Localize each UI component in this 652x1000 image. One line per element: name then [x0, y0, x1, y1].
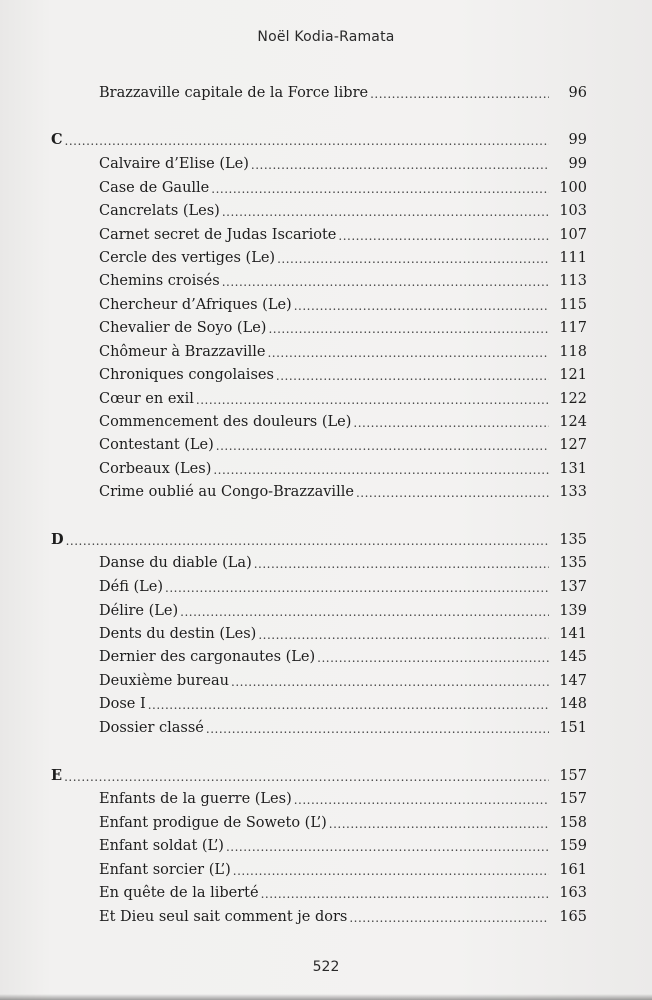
toc-entry — [99, 243, 587, 267]
section-letter: D — [51, 531, 64, 548]
toc-entry — [99, 220, 587, 244]
entry-page-number: 111 — [559, 250, 587, 266]
dot-leader — [231, 674, 549, 690]
entry-page-number: 145 — [559, 649, 587, 665]
entry-title: Chroniques congolaises — [99, 367, 274, 383]
section-letter: C — [51, 131, 63, 148]
dot-leader — [226, 839, 549, 855]
entry-page-number: 157 — [559, 791, 587, 807]
entry-title: Cancrelats (Les) — [99, 203, 220, 219]
toc-entry — [99, 454, 587, 478]
entry-title: Deuxième bureau — [99, 673, 229, 689]
dot-leader — [222, 274, 549, 290]
dot-leader — [233, 863, 549, 879]
toc-entry — [99, 149, 587, 173]
entry-page-number: 124 — [559, 414, 587, 430]
entry-title: Et Dieu seul sait comment je dors — [99, 909, 348, 925]
entry-title: Case de Gaulle — [99, 180, 210, 196]
toc-entry — [99, 78, 587, 102]
dot-leader — [267, 345, 549, 361]
entry-title: Dose I — [99, 696, 146, 712]
entry-page-number: 148 — [559, 696, 587, 712]
entry-page-number: 99 — [568, 132, 587, 148]
entry-page-number: 157 — [559, 768, 587, 784]
toc-entry — [99, 596, 587, 620]
dot-leader — [338, 228, 549, 244]
toc-entry — [99, 384, 587, 408]
dot-leader — [196, 392, 549, 408]
entry-page-number: 96 — [568, 85, 587, 101]
entry-title: Cercle des vertiges (Le) — [99, 250, 276, 266]
entry-title: Chevalier de Soyo (Le) — [99, 320, 267, 336]
section-letter: E — [51, 767, 63, 784]
entry-page-number: 100 — [559, 180, 587, 196]
toc-entry — [99, 784, 587, 808]
dot-leader — [277, 251, 549, 267]
toc-section-letter — [51, 125, 587, 149]
entry-page-number: 163 — [559, 885, 587, 901]
dot-leader — [317, 650, 549, 666]
entry-page-number: 121 — [559, 367, 587, 383]
entry-page-number: 107 — [559, 227, 587, 243]
entry-title: Chômeur à Brazzaville — [99, 344, 266, 360]
entry-title: Cœur en exil — [99, 391, 194, 407]
entry-title: Dents du destin (Les) — [99, 626, 257, 642]
dot-leader — [65, 133, 549, 149]
page-number: 522 — [312, 959, 340, 975]
entry-title: Dossier classé — [99, 720, 204, 736]
entry-title: Commencement des douleurs (Le) — [99, 414, 352, 430]
toc-section-letter — [51, 761, 587, 785]
entry-title: Calvaire d’Elise (Le) — [99, 156, 249, 172]
entry-page-number: 147 — [559, 673, 587, 689]
dot-leader — [216, 438, 549, 454]
dot-leader — [251, 157, 549, 173]
toc-entry — [99, 619, 587, 643]
entry-title: Danse du diable (La) — [99, 555, 252, 571]
dot-leader — [254, 556, 549, 572]
toc-entry — [99, 642, 587, 666]
entry-title: Délire (Le) — [99, 603, 179, 619]
toc-entry — [99, 572, 587, 596]
toc-entry — [99, 713, 587, 737]
dot-leader — [66, 533, 549, 549]
dot-leader — [329, 816, 549, 832]
dot-leader — [353, 415, 549, 431]
entry-title: Chercheur d’Afriques (Le) — [99, 297, 292, 313]
dot-leader — [64, 769, 549, 785]
entry-page-number: 158 — [559, 815, 587, 831]
entry-page-number: 133 — [559, 484, 587, 500]
entry-title: En quête de la liberté — [99, 885, 259, 901]
dot-leader — [294, 298, 549, 314]
toc-entry — [99, 548, 587, 572]
dot-leader — [206, 721, 549, 737]
dot-leader — [261, 886, 549, 902]
toc-section-letter — [51, 525, 587, 549]
entry-page-number: 151 — [559, 720, 587, 736]
toc-entry — [99, 407, 587, 431]
toc-entry — [99, 430, 587, 454]
entry-page-number: 113 — [559, 273, 587, 289]
dot-leader — [268, 321, 549, 337]
entry-title: Chemins croisés — [99, 273, 220, 289]
entry-page-number: 99 — [568, 156, 587, 172]
scan-edge-shadow — [0, 994, 652, 1000]
dot-leader — [258, 627, 549, 643]
dot-leader — [222, 204, 549, 220]
entry-title: Enfant sorcier (L’) — [99, 862, 231, 878]
dot-leader — [148, 697, 549, 713]
entry-page-number: 135 — [559, 555, 587, 571]
entry-page-number: 103 — [559, 203, 587, 219]
toc-entry — [99, 878, 587, 902]
entry-page-number: 137 — [559, 579, 587, 595]
entry-page-number: 118 — [559, 344, 587, 360]
entry-title: Enfant prodigue de Soweto (L’) — [99, 815, 327, 831]
toc-entry — [99, 290, 587, 314]
entry-page-number: 115 — [559, 297, 587, 313]
toc-entry — [99, 196, 587, 220]
toc-entry — [99, 313, 587, 337]
dot-leader — [370, 86, 549, 102]
toc-entry — [99, 902, 587, 926]
entry-title: Dernier des cargonautes (Le) — [99, 649, 316, 665]
entry-page-number: 165 — [559, 909, 587, 925]
entry-page-number: 131 — [559, 461, 587, 477]
entry-title: Brazzaville capitale de la Force libre — [99, 85, 369, 101]
toc-entry — [99, 831, 587, 855]
toc-entry — [99, 808, 587, 832]
dot-leader — [349, 910, 549, 926]
toc-entry — [99, 337, 587, 361]
entry-page-number: 139 — [559, 603, 587, 619]
toc-entry — [99, 477, 587, 501]
entry-title: Corbeaux (Les) — [99, 461, 212, 477]
entry-page-number: 161 — [559, 862, 587, 878]
toc-entry — [99, 855, 587, 879]
dot-leader — [165, 580, 549, 596]
dot-leader — [276, 368, 549, 384]
toc-entry — [99, 360, 587, 384]
entry-title: Crime oublié au Congo-Brazzaville — [99, 484, 354, 500]
dot-leader — [294, 792, 549, 808]
entry-title: Défi (Le) — [99, 579, 164, 595]
entry-title: Enfant soldat (L’) — [99, 838, 224, 854]
entry-page-number: 159 — [559, 838, 587, 854]
entry-title: Carnet secret de Judas Iscariote — [99, 227, 337, 243]
dot-leader — [211, 181, 549, 197]
toc-entry — [99, 173, 587, 197]
toc-entry — [99, 266, 587, 290]
entry-page-number: 122 — [559, 391, 587, 407]
entry-title: Contestant (Le) — [99, 437, 214, 453]
entry-page-number: 141 — [559, 626, 587, 642]
entry-page-number: 117 — [559, 320, 587, 336]
entry-page-number: 135 — [559, 532, 587, 548]
toc-entry — [99, 689, 587, 713]
running-head-author: Noël Kodia-Ramata — [257, 29, 395, 45]
dot-leader — [213, 462, 549, 478]
dot-leader — [180, 604, 549, 620]
entry-title: Enfants de la guerre (Les) — [99, 791, 292, 807]
toc-entry — [99, 666, 587, 690]
entry-page-number: 127 — [559, 437, 587, 453]
dot-leader — [356, 485, 549, 501]
